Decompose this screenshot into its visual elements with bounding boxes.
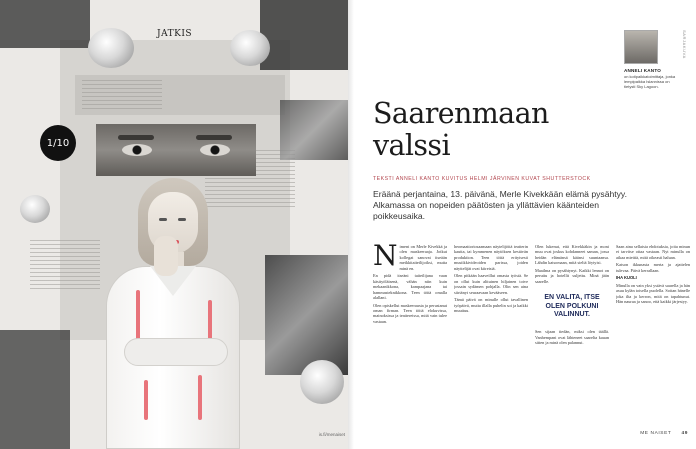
crumpled-paper bbox=[20, 195, 50, 223]
paragraph: Katson ikkunasta merta ja ajattelen tulevaa. Päivä kerrallaan. bbox=[616, 262, 690, 273]
paragraph: Maailma on pysähtynyt. Kaikki lennot on peruttu ja hotellit suljettu. Minä jään saarelle. bbox=[535, 267, 609, 284]
photo-scrap bbox=[265, 255, 348, 375]
pull-quote: EN VALITA, ITSE OLEN POLKUNI VALINNUT. bbox=[544, 294, 600, 318]
column-3 bbox=[535, 244, 609, 425]
paragraph: Olen opiskellut maskeerausta ja perustanut oman firman. Teen töitä elokuvissa, mainoksissa ja teattereissa, mitä vain tulee vastaan. bbox=[373, 302, 447, 324]
crumpled-paper bbox=[300, 360, 344, 404]
page-marker: 1/10 bbox=[40, 125, 76, 161]
crumpled-paper bbox=[230, 30, 270, 66]
magazine-name: ME NAISET bbox=[640, 431, 672, 436]
dark-scrap bbox=[0, 330, 70, 449]
text-scrap bbox=[82, 80, 162, 112]
paragraph: Saan aina sellaisia ehdotuksia, joita minun ei tarvitse ottaa vastaan. Nyt minulla on aikaa miettiä, mitä oikeasti haluan. bbox=[616, 244, 690, 260]
section-tag: JATKIS bbox=[157, 29, 193, 39]
dark-scrap bbox=[260, 0, 348, 70]
vertical-label: SARJAKUVA bbox=[682, 30, 687, 59]
author-bio: on kotipaikkatoimittaja, jonka lempipaikka Islannissa on tietysti Sky Lagoon. bbox=[624, 74, 676, 90]
author-photo bbox=[624, 30, 658, 64]
author-name: ANNELI KANTO bbox=[624, 68, 662, 73]
title-line: Saarenmaan bbox=[373, 97, 549, 130]
subheading: IHA KUOLI bbox=[616, 275, 637, 281]
paragraph: Olen lukenut, että Kivekkäkin ja moni muu ovat joskus kohdanneet saman, jossa heidän elämänsä käänsi suuntaansa. Lähdin katsomaan, mitä sieltä löytyisi. bbox=[535, 244, 609, 266]
dark-scrap bbox=[0, 0, 90, 48]
paragraph: Sen sijaan tiedän, miksi olen täällä. Vanhempani ovat lähteneet saarelta kauan sitten ja minä olen palannut. bbox=[535, 329, 609, 346]
page-gutter bbox=[348, 0, 354, 449]
crumpled-paper bbox=[88, 28, 134, 68]
title-line: valssi bbox=[373, 129, 450, 162]
drop-cap: N bbox=[373, 244, 398, 272]
paragraph: En pidä itseäni taiteilijana vaan käsityöläisenä, vähän niin kuin mekaanikkona, kampaajana tai hammasteknikkona. Teen töitä omalla alallani. bbox=[373, 273, 447, 301]
woman-figure bbox=[98, 170, 248, 449]
column-4 bbox=[616, 244, 690, 425]
article-title bbox=[373, 98, 603, 162]
photo-scrap bbox=[280, 100, 348, 160]
folio-right bbox=[640, 431, 688, 436]
paragraph: imeni on Merle Kivekkä ja olen maskeeraaja. Jotkut kollegat sanovat itseään meikkitaiteilijoiksi, mutta minä en. bbox=[399, 244, 447, 271]
eye bbox=[200, 144, 230, 156]
body-columns bbox=[373, 244, 691, 425]
eye bbox=[122, 144, 152, 156]
paragraph: heomaattoriosaamaan näytelijöitä teatterin kautta, tai kymmenen näytöksen kestävän produktion. Teen töitä erityisesti musiikkivideoiden parissa, joiden näyttelijät ovat kiireisiä. bbox=[454, 244, 528, 271]
paragraph: Tämä päivä on minulle ollut tavallinen työpäivä, mutta illalla puhelin soi ja kaikki muuttuu. bbox=[454, 297, 528, 313]
byline: TEKSTI ANNELI KANTO KUVITUS HELMI JÄRVINEN KUVAT SHUTTERSTOCK bbox=[373, 176, 591, 182]
paragraph: Olen pitkään haaveillut omasta työstä. Se on ollut kuin alituinen hiljainen toive jossain sydämen pohjalla. Olin sen aina siirtänyt seuraavaan kevääseen. bbox=[454, 273, 528, 295]
column-2 bbox=[454, 244, 528, 425]
page-number: 49 bbox=[681, 431, 688, 436]
lede: Eräänä perjantaina, 13. päivänä, Merle Kivekkään elämä pysähtyy. Alkamassa on nopeiden päätösten ja yllättävien käänteiden poikkeusaika. bbox=[373, 189, 627, 222]
text-scrap bbox=[30, 240, 100, 290]
article-page bbox=[348, 0, 696, 449]
author-box bbox=[624, 30, 684, 90]
eyes-photo bbox=[96, 124, 256, 176]
folio-left: is.fi/menaiset bbox=[318, 432, 345, 437]
column-1 bbox=[373, 244, 447, 425]
paragraph: Minulla on vain yksi ystävä saarella ja hän asuu kylän toisella puolella. Soitan hänelle joka ilta ja kerron, mitä on tapahtunut. Hän nauraa ja sanoo, että kaikki järjestyy. bbox=[616, 282, 690, 305]
